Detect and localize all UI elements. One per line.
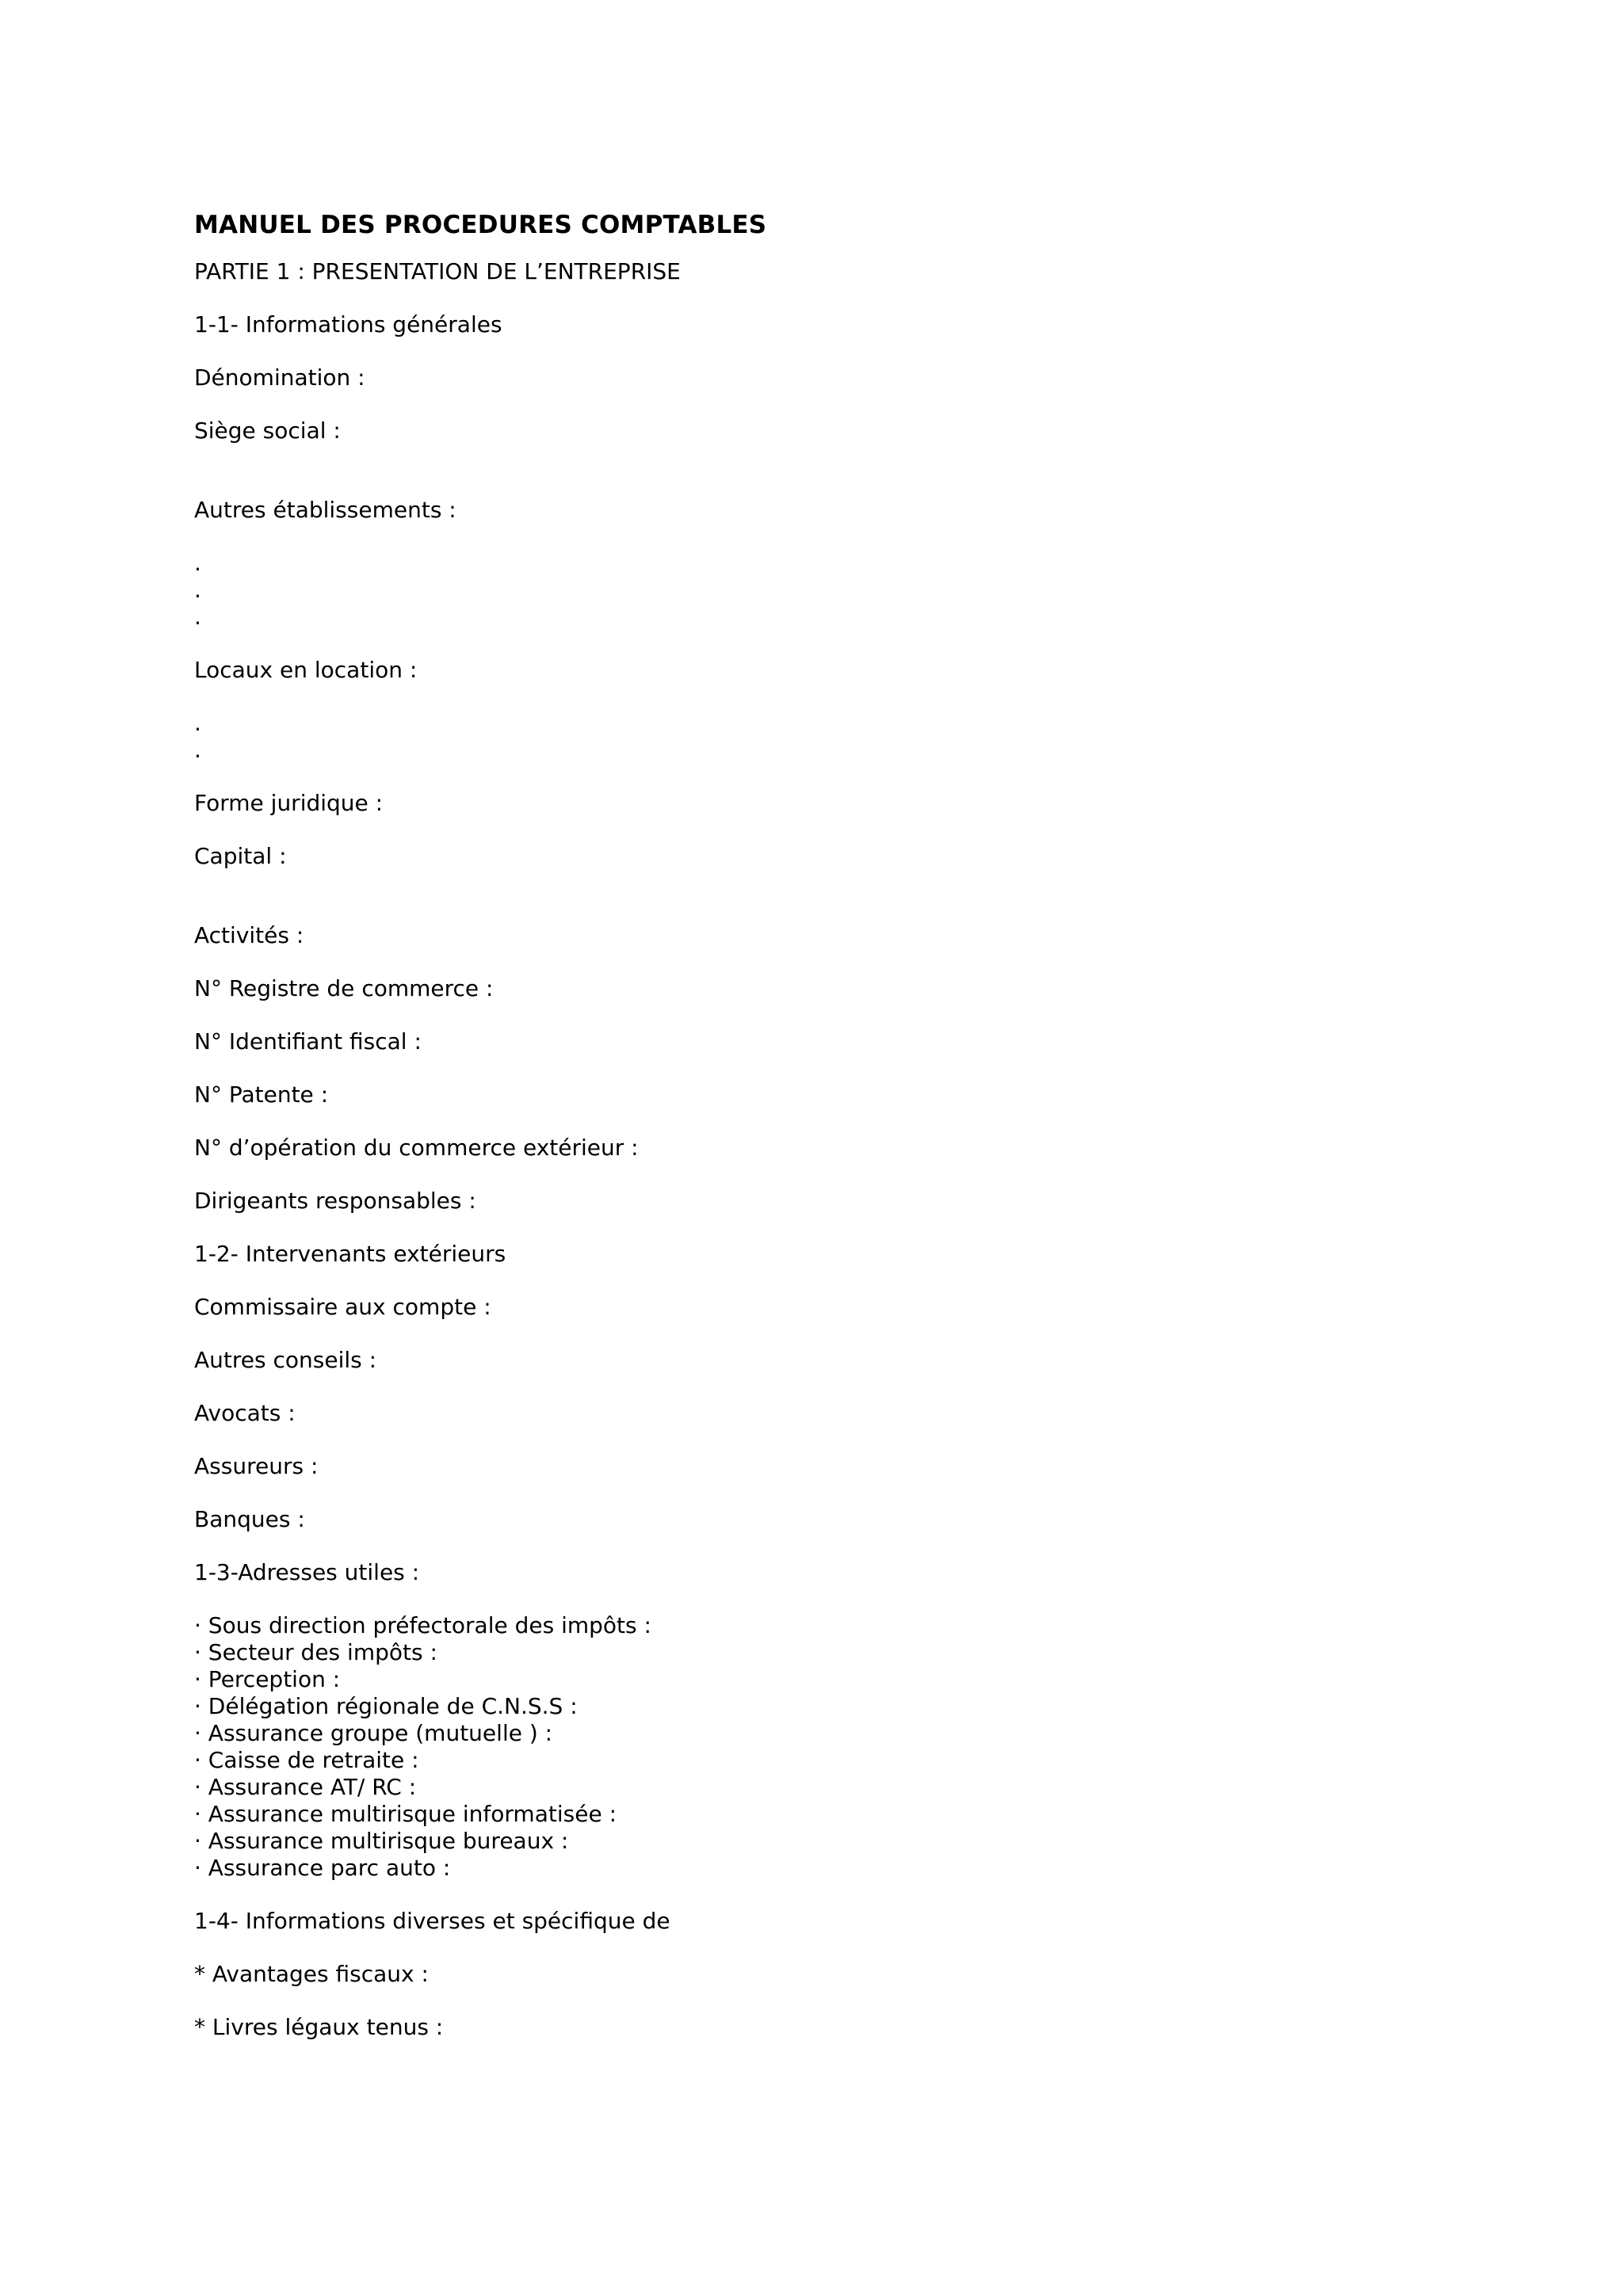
part-heading: PARTIE 1 : PRESENTATION DE L’ENTREPRISE — [194, 258, 681, 284]
avantages-fiscaux-label: * Avantages fiscaux : — [194, 1961, 429, 1987]
autres-conseils-label: Autres conseils : — [194, 1347, 377, 1373]
list-item: · Perception : — [194, 1666, 341, 1692]
operation-commerce-exterieur-label: N° d’opération du commerce extérieur : — [194, 1135, 639, 1161]
list-item: · Assurance AT/ RC : — [194, 1774, 417, 1800]
document-title: MANUEL DES PROCEDURES COMPTABLES — [194, 211, 767, 239]
banques-label: Banques : — [194, 1506, 305, 1532]
list-item: · Assurance groupe (mutuelle ) : — [194, 1720, 553, 1746]
list-item: . — [194, 710, 201, 736]
list-item: . — [194, 604, 201, 630]
commissaire-label: Commissaire aux compte : — [194, 1294, 491, 1320]
list-item: . — [194, 737, 201, 763]
list-item: · Assurance multirisque informatisée : — [194, 1801, 617, 1827]
activites-label: Activités : — [194, 922, 304, 948]
section-1-1-heading: 1-1- Informations générales — [194, 311, 502, 338]
document-content — [194, 208, 1462, 2067]
section-1-4-heading: 1-4- Informations diverses et spécifique de — [194, 1908, 670, 1934]
identifiant-fiscal-label: N° Identifiant fiscal : — [194, 1028, 422, 1055]
denomination-label: Dénomination : — [194, 364, 365, 391]
list-item: . — [194, 577, 201, 603]
list-item: · Assurance parc auto : — [194, 1855, 451, 1881]
autres-etablissements-label: Autres établissements : — [194, 497, 456, 523]
livres-legaux-label: * Livres légaux tenus : — [194, 2014, 444, 2040]
capital-label: Capital : — [194, 843, 287, 869]
list-item: · Délégation régionale de C.N.S.S : — [194, 1693, 578, 1719]
list-item: · Sous direction préfectorale des impôts : — [194, 1612, 651, 1638]
locaux-list — [194, 710, 1462, 764]
forme-juridique-label: Forme juridique : — [194, 790, 384, 816]
section-1-3-heading: 1-3-Adresses utiles : — [194, 1559, 420, 1585]
section-1-2-heading: 1-2- Intervenants extérieurs — [194, 1241, 506, 1267]
list-item: · Secteur des impôts : — [194, 1639, 437, 1665]
adresses-list — [194, 1612, 1462, 1882]
list-item: · Assurance multirisque bureaux : — [194, 1828, 569, 1854]
avocats-label: Avocats : — [194, 1400, 296, 1426]
dirigeants-label: Dirigeants responsables : — [194, 1188, 476, 1214]
list-item: . — [194, 550, 201, 576]
patente-label: N° Patente : — [194, 1081, 329, 1108]
autres-etablissements-list — [194, 550, 1462, 631]
list-item: · Caisse de retraite : — [194, 1747, 419, 1773]
siege-social-label: Siège social : — [194, 418, 341, 444]
assureurs-label: Assureurs : — [194, 1453, 319, 1479]
locaux-en-location-label: Locaux en location : — [194, 657, 418, 683]
registre-commerce-label: N° Registre de commerce : — [194, 975, 494, 1001]
